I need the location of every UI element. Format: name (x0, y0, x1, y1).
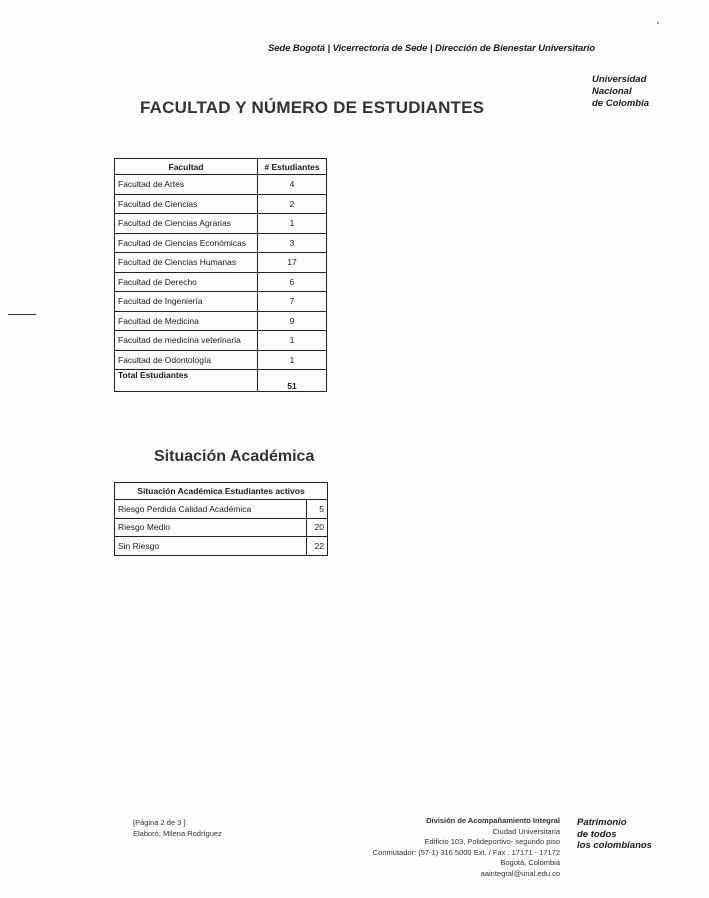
student-count: 17 (258, 253, 327, 273)
address-line: Ciudad Universitaria (492, 826, 560, 836)
footer-motto (577, 817, 652, 852)
margin-mark (8, 314, 36, 315)
scan-speck (657, 22, 659, 24)
author: Elaboró: Milena Rodríguez (133, 828, 222, 838)
academic-situation-title: Situación Académica (154, 448, 315, 465)
header-line: Sede Bogotá | Vicerrectoría de Sede | Dirección de Bienestar Universitario (268, 43, 596, 54)
motto-line: los colombianos (577, 840, 652, 851)
situation-label: Sin Riesgo (115, 537, 307, 556)
phone-line: Conmutador: (57-1) 316 5000 Ext. / Fax . 17171 - 17172 (372, 847, 560, 857)
faculty-section-title: FACULTAD Y NÚMERO DE ESTUDIANTES (140, 98, 485, 117)
student-count: 4 (258, 175, 327, 195)
situation-count: 5 (307, 500, 328, 519)
address-line: Bogotá, Colombia (500, 858, 560, 867)
faculty-name: Facultad de Ciencias (115, 194, 258, 214)
faculty-name: Facultad de Ciencias Humanas (115, 253, 258, 273)
student-count: 1 (258, 331, 327, 351)
table-row (115, 537, 328, 556)
student-count: 6 (258, 272, 327, 292)
table-header-row (115, 159, 327, 175)
student-count: 7 (258, 292, 327, 312)
column-header-faculty: Facultad (115, 159, 258, 175)
faculty-name: Facultad de Medicina (115, 311, 258, 331)
situation-label: Riesgo Medio (115, 518, 307, 537)
faculty-name: Facultad de Ciencias Económicas (115, 233, 258, 253)
table-row (115, 350, 327, 370)
situation-label: Riesgo Perdida Calidad Académica (115, 500, 307, 519)
table-row (115, 175, 327, 195)
student-count: 1 (258, 350, 327, 370)
situation-count: 22 (307, 537, 328, 556)
footer-contact (330, 816, 560, 879)
table-row (115, 233, 327, 253)
column-header-students: # Estudiantes (258, 159, 327, 175)
footer-page-info (133, 818, 222, 839)
faculty-name: Facultad de Odontología (115, 350, 258, 370)
faculty-name: Facultad de Artes (115, 175, 258, 195)
university-name-line: de Colombia (592, 98, 650, 109)
table-row (115, 253, 327, 273)
faculty-students-table (114, 158, 327, 392)
table-row (115, 311, 327, 331)
table-row (115, 292, 327, 312)
motto-line: de todos (577, 828, 617, 840)
faculty-name: Facultad de medicina veterinaria (115, 331, 258, 351)
student-count: 9 (258, 311, 327, 331)
table-row (115, 500, 328, 519)
email: aaintegral@unal.edu.co (480, 868, 560, 878)
university-name (592, 74, 649, 110)
situation-count: 20 (307, 518, 328, 537)
table-row (115, 331, 327, 351)
academic-situation-table (114, 482, 328, 556)
table-row (115, 214, 327, 234)
student-count: 1 (258, 214, 327, 234)
table-row (115, 194, 327, 214)
table-row (115, 272, 327, 292)
total-value: 51 (258, 370, 327, 392)
address-line: Edificio 103, Polideportivo- segundo piso (424, 837, 560, 846)
academic-situation-header: Situación Académica Estudiantes activos (115, 483, 328, 500)
page-number: [Página 2 de 3 ] (133, 818, 186, 827)
faculty-name: Facultad de Derecho (115, 272, 258, 292)
student-count: 2 (258, 194, 327, 214)
total-row (115, 370, 327, 392)
division-name: División de Acompañamiento Integral (426, 816, 560, 825)
total-label: Total Estudiantes (115, 370, 258, 392)
table-row (115, 518, 328, 537)
table-header-row (115, 483, 328, 500)
student-count: 3 (258, 233, 327, 253)
faculty-name: Facultad de Ingeniería (115, 292, 258, 312)
university-name-line: Universidad (592, 74, 647, 85)
faculty-name: Facultad de Ciencias Agrarias (115, 214, 258, 234)
motto-line: Patrimonio (577, 817, 627, 828)
university-name-line: Nacional (592, 86, 632, 97)
